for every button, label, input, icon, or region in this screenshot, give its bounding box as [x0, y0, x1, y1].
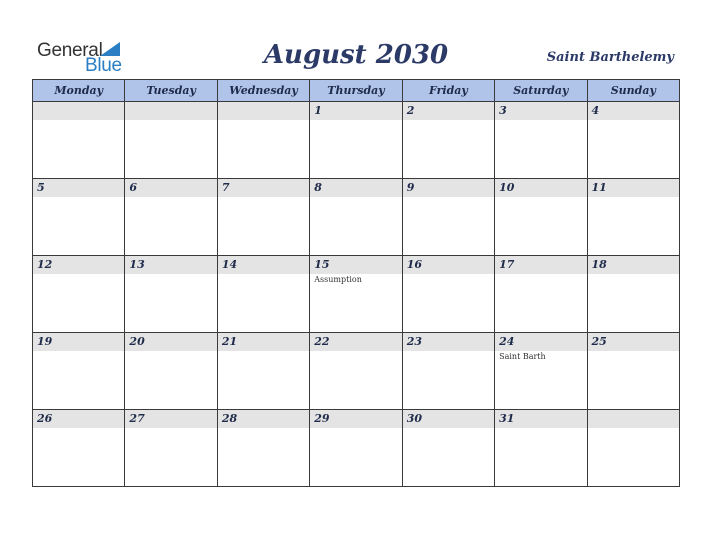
- day-number: 31: [499, 412, 515, 425]
- day-number: 5: [37, 181, 45, 194]
- day-number-bar: [588, 333, 679, 351]
- day-cell: [402, 256, 494, 333]
- day-cell: [495, 410, 587, 487]
- day-number-bar: [125, 102, 216, 120]
- day-cell: [402, 102, 494, 179]
- day-cell: [217, 102, 309, 179]
- day-number: 4: [591, 104, 600, 117]
- day-number: 7: [221, 181, 230, 194]
- day-cell: [587, 102, 679, 179]
- day-number-bar: [495, 410, 586, 428]
- day-number: 26: [37, 412, 53, 425]
- day-cell: [125, 333, 217, 410]
- day-cell: [217, 410, 309, 487]
- weekday-header: Sunday: [587, 80, 679, 102]
- day-cell: [310, 256, 402, 333]
- day-number-bar: [310, 102, 401, 120]
- day-number-bar: [310, 333, 401, 351]
- day-number-bar: [125, 179, 216, 197]
- day-number-bar: [33, 333, 124, 351]
- day-number-bar: [588, 102, 679, 120]
- day-cell: [495, 256, 587, 333]
- day-number: 25: [591, 335, 607, 348]
- day-number-bar: [125, 333, 216, 351]
- day-number-bar: [33, 410, 124, 428]
- day-number: 17: [499, 258, 515, 271]
- page-title: August 2030: [263, 40, 449, 70]
- day-cell: [125, 102, 217, 179]
- day-number: 21: [221, 335, 238, 348]
- day-cell: [33, 179, 125, 256]
- day-number: 24: [499, 335, 515, 348]
- day-number-bar: [125, 410, 216, 428]
- day-cell: [495, 102, 587, 179]
- day-number: 29: [314, 412, 330, 425]
- week-row: [33, 179, 680, 256]
- weekday-header: Monday: [33, 80, 125, 102]
- day-number-bar: [588, 256, 679, 274]
- week-row: [33, 410, 680, 487]
- day-number-bar: [310, 179, 401, 197]
- day-number-bar: [495, 333, 586, 351]
- day-number-bar: [310, 410, 401, 428]
- logo-text-blue: Blue: [85, 55, 122, 76]
- day-number-bar: [403, 333, 494, 351]
- day-number: 18: [591, 258, 607, 271]
- day-number: 22: [314, 335, 330, 348]
- day-number: 30: [406, 412, 422, 425]
- day-number-bar: [218, 410, 309, 428]
- day-cell: [33, 256, 125, 333]
- day-number: 6: [129, 181, 138, 194]
- day-cell: [402, 333, 494, 410]
- day-cell: [217, 333, 309, 410]
- day-cell: [310, 102, 402, 179]
- day-number-bar: [495, 179, 586, 197]
- day-number-bar: [218, 333, 309, 351]
- day-number: 11: [591, 181, 607, 194]
- day-cell: [310, 179, 402, 256]
- weekday-header: Thursday: [310, 80, 402, 102]
- day-number: 20: [129, 335, 145, 348]
- day-number: 12: [37, 258, 53, 271]
- day-number: 10: [499, 181, 515, 194]
- day-number-bar: [33, 256, 124, 274]
- day-number: 9: [406, 181, 415, 194]
- calendar-grid: [32, 79, 680, 487]
- day-cell: [33, 102, 125, 179]
- day-number-bar: [33, 102, 124, 120]
- day-cell: [587, 256, 679, 333]
- weekday-header-row: [33, 80, 680, 102]
- day-cell: [217, 256, 309, 333]
- day-number: 15: [314, 258, 330, 271]
- weekday-header: Tuesday: [125, 80, 217, 102]
- holiday-label: Assumption: [314, 275, 362, 284]
- day-number: 16: [406, 258, 422, 271]
- day-number: 2: [406, 104, 415, 117]
- day-number-bar: [403, 256, 494, 274]
- weekday-header: Saturday: [495, 80, 587, 102]
- day-cell: [125, 410, 217, 487]
- day-number-bar: [495, 102, 586, 120]
- day-number: 13: [129, 258, 145, 271]
- day-cell: [587, 410, 679, 487]
- day-number: 14: [221, 258, 238, 271]
- day-cell: [402, 410, 494, 487]
- day-number-bar: [495, 256, 586, 274]
- day-number: 8: [314, 181, 322, 194]
- day-cell: [310, 410, 402, 487]
- weekday-header: Wednesday: [217, 80, 309, 102]
- day-number: 27: [129, 412, 145, 425]
- day-number-bar: [588, 410, 679, 428]
- day-cell: [125, 256, 217, 333]
- day-number-bar: [218, 102, 309, 120]
- day-number-bar: [403, 102, 494, 120]
- day-number: 1: [314, 104, 322, 117]
- day-number-bar: [310, 256, 401, 274]
- logo-triangle-icon: [100, 42, 120, 56]
- week-row: [33, 256, 680, 333]
- day-number: 19: [37, 335, 53, 348]
- day-cell: [495, 333, 587, 410]
- week-row: [33, 333, 680, 410]
- week-row: [33, 102, 680, 179]
- day-cell: [495, 179, 587, 256]
- day-number-bar: [588, 179, 679, 197]
- day-cell: [402, 179, 494, 256]
- logo: [37, 40, 127, 74]
- day-cell: [125, 179, 217, 256]
- day-number: 23: [406, 335, 422, 348]
- logo-text-general: General: [37, 40, 103, 61]
- weekday-header: Friday: [402, 80, 494, 102]
- day-number: 28: [221, 412, 238, 425]
- holiday-label: Saint Barth: [499, 352, 546, 361]
- day-cell: [587, 333, 679, 410]
- day-number: 3: [499, 104, 507, 117]
- day-number-bar: [218, 256, 309, 274]
- day-cell: [33, 333, 125, 410]
- day-number-bar: [403, 179, 494, 197]
- day-cell: [33, 410, 125, 487]
- day-cell: [217, 179, 309, 256]
- day-cell: [587, 179, 679, 256]
- day-number-bar: [125, 256, 216, 274]
- day-number-bar: [403, 410, 494, 428]
- day-number-bar: [33, 179, 124, 197]
- day-number-bar: [218, 179, 309, 197]
- day-cell: [310, 333, 402, 410]
- region-label: Saint Barthelemy: [546, 50, 674, 65]
